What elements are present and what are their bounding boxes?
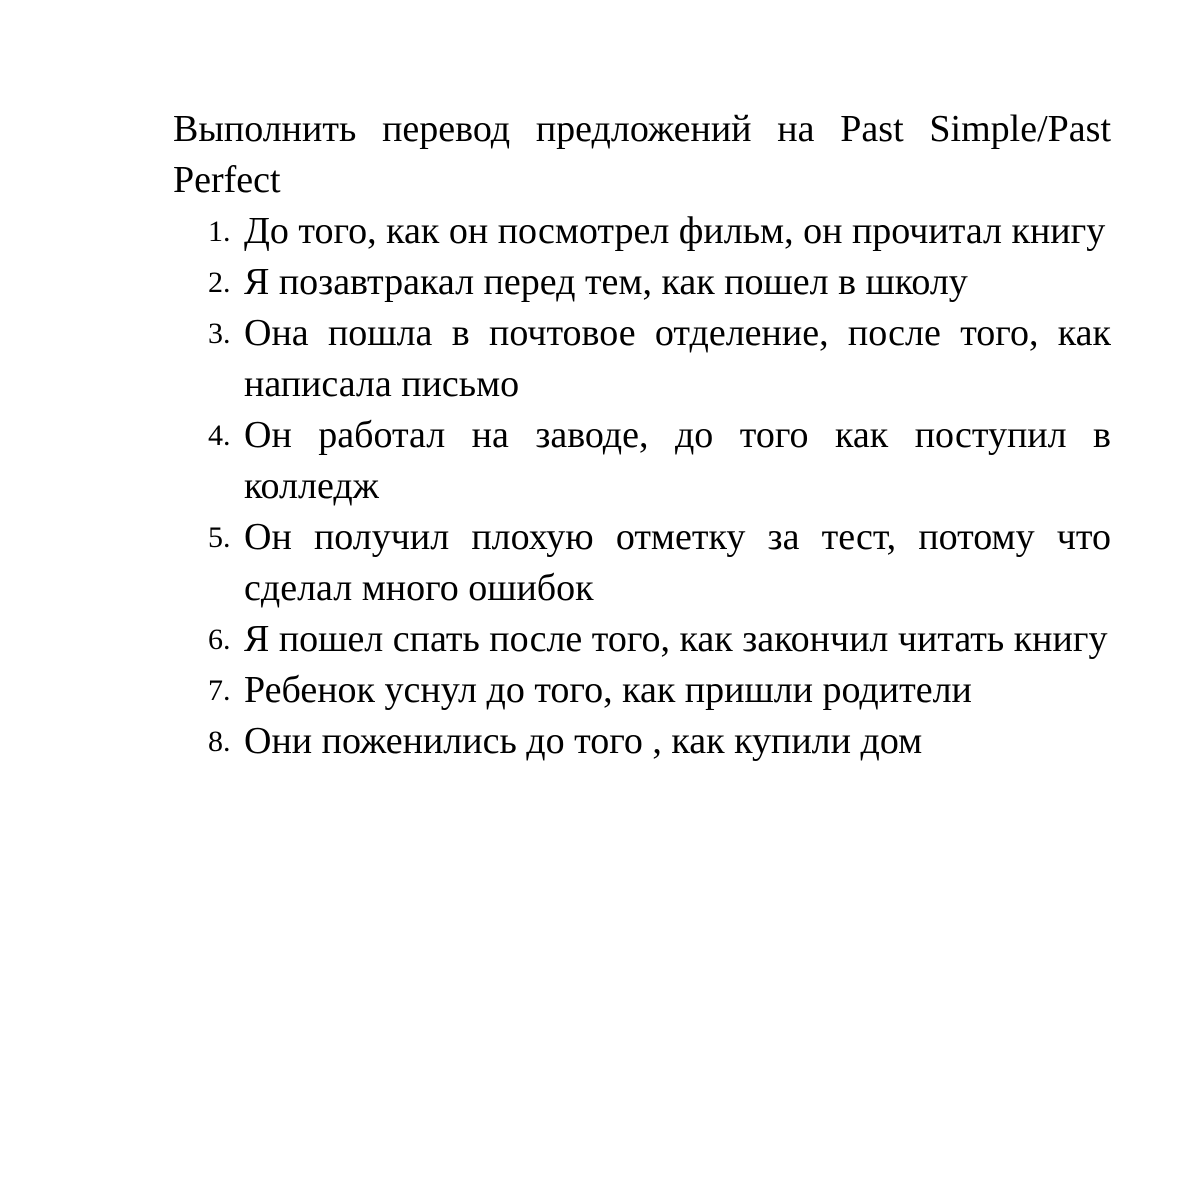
- item-number: 5.: [208, 521, 231, 554]
- item-text: Он получил плохую отметку за тест, потому что сделал много ошибок: [244, 516, 1111, 609]
- item-text: Я позавтракал перед тем, как пошел в школу: [244, 261, 968, 303]
- list-item: [173, 308, 1111, 410]
- item-number: 6.: [208, 623, 231, 656]
- item-number: 2.: [208, 266, 231, 299]
- sentence-list: [173, 206, 1111, 767]
- item-text: Ребенок уснул до того, как пришли родители: [244, 669, 972, 711]
- task-heading: Выполнить перевод предложений на Past Simple/Past Perfect: [173, 108, 1111, 201]
- item-number: 3.: [208, 317, 231, 350]
- item-number: 4.: [208, 419, 231, 452]
- item-number: 8.: [208, 725, 231, 758]
- item-text: Она пошла в почтовое отделение, после того, как написала письмо: [244, 312, 1111, 405]
- list-item: [173, 206, 1111, 257]
- item-number: 1.: [208, 215, 231, 248]
- item-text: До того, как он посмотрел фильм, он прочитал книгу: [244, 210, 1106, 252]
- list-item: [173, 716, 1111, 767]
- document-page: [173, 104, 1111, 767]
- item-text: Они поженились до того , как купили дом: [244, 720, 923, 762]
- item-number: 7.: [208, 674, 231, 707]
- item-text: Я пошел спать после того, как закончил читать книгу: [244, 618, 1108, 660]
- list-item: [173, 512, 1111, 614]
- list-item: [173, 257, 1111, 308]
- list-item: [173, 665, 1111, 716]
- list-item: [173, 614, 1111, 665]
- item-text: Он работал на заводе, до того как поступил в колледж: [244, 414, 1111, 507]
- list-item: [173, 410, 1111, 512]
